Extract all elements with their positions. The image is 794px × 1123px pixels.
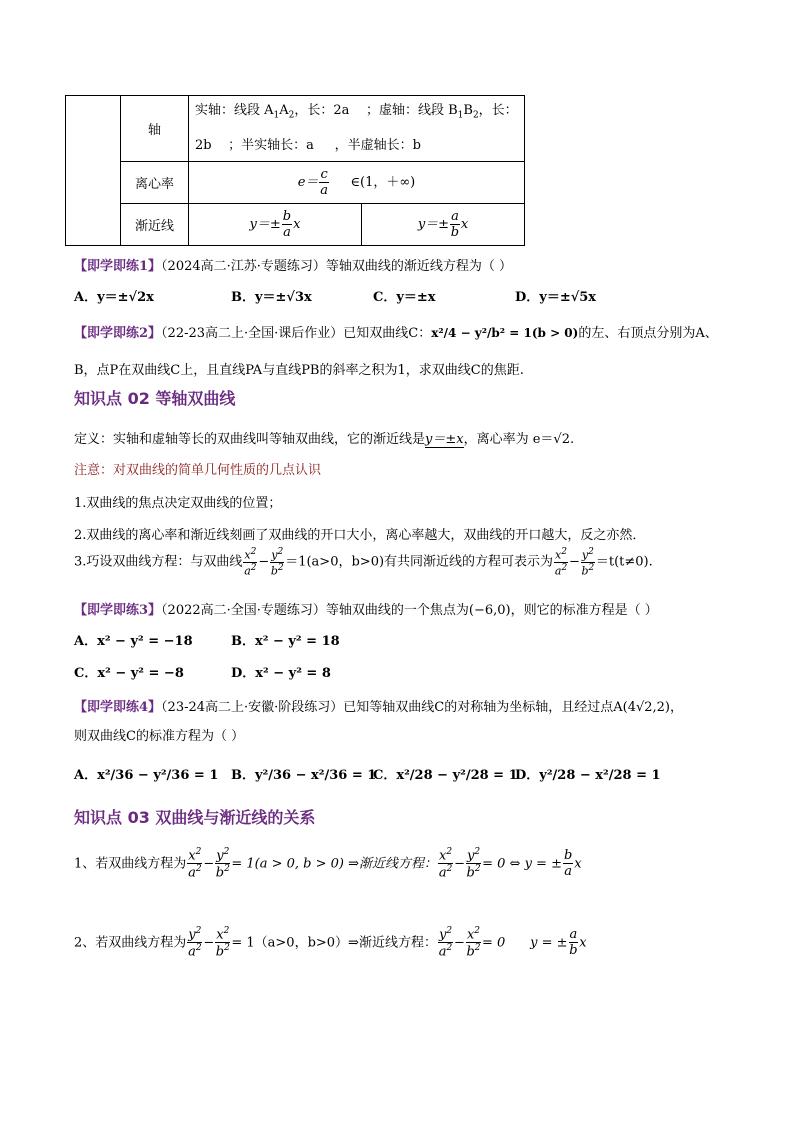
exercise-1-option-b: B．y＝±√3x	[231, 290, 312, 305]
exercise-2-line2: B，点P在双曲线C上，且直线PA与直线PB的斜率之积为1，求双曲线C的焦距.	[74, 363, 524, 378]
kp03-relation-2: 2、若双曲线方程为 $\frac{y^2}{a^2}$ − $\frac{x^2}{b^2}$ = 1（a>0，b>0）⇒渐近线方程： $\frac{y^2}{a^2}$ − $\frac{x^2}{b^2}$ = 0 y = ± $\frac{a}{b}$ x	[74, 926, 587, 960]
exercise-3-tag: 【即学即练3】	[74, 603, 162, 618]
exercise-2-tag: 【即学即练2】	[74, 326, 162, 341]
asymptote-formula-2: y＝± $\frac{a}{b}$ x	[362, 203, 525, 245]
exercise-1-option-a: A．y＝±√2x	[74, 290, 154, 305]
kp02-note: 注意：对双曲线的简单几何性质的几点认识	[74, 463, 322, 478]
eccentricity-label: 离心率	[121, 161, 189, 203]
properties-table	[65, 95, 525, 246]
exercise-4-option-b: B．y²/36 − x²/36 = 1	[231, 768, 377, 783]
exercise-2-tail: 的左、右顶点分别为A、	[578, 326, 718, 341]
asymptote-formula-1: y＝± $\frac{b}{a}$ x	[189, 203, 362, 245]
kp02-definition: 定义：实轴和虚轴等长的双曲线叫等轴双曲线，它的渐近线是y＝±x，离心率为 e＝√2.	[74, 432, 575, 447]
exercise-1-option-c: C．y＝±x	[373, 290, 436, 305]
exercise-4-line2: 则双曲线C的标准方程为（ ）	[74, 729, 245, 744]
exercise-4-tag: 【即学即练4】	[74, 700, 162, 715]
exercise-1-question	[74, 255, 512, 274]
exercise-3-question	[74, 599, 658, 618]
exercise-2-equation: x²/4 − y²/b² = 1(b > 0)	[431, 326, 579, 340]
table-blank-cell	[66, 96, 121, 246]
kp02-point-2: 2.双曲线的离心率和渐近线刻画了双曲线的开口大小，离心率越大，双曲线的开口越大，反之亦然．	[74, 528, 646, 543]
axis-description: 实轴：线段 $A_1A_2$，长：2a ；虚轴：线段 $B_1B_2$，长： 2b ；半实轴长：a ，半虚轴长：b	[189, 96, 525, 162]
kp03-relation-1: 1、若双曲线方程为 $\frac{x^2}{a^2}$ − $\frac{y^2}{b^2}$ = 1(a > 0, b > 0) ⇒渐近线方程： $\frac{x^2}{a^2}$ − $\frac{y^2}{b^2}$ = 0 ⇔ y = ± $\frac{b}{a}$ x	[74, 847, 582, 881]
exercise-4-option-a: A．x²/36 − y²/36 = 1	[74, 768, 219, 783]
exercise-3-option-d: D．x² − y² = 8	[231, 666, 331, 681]
exercise-3-option-a: A．x² − y² = −18	[74, 634, 193, 649]
kp02-point-1: 1.双曲线的焦点决定双曲线的位置；	[74, 496, 282, 511]
exercise-3-option-b: B．x² − y² = 18	[231, 634, 340, 649]
exercise-4-text: （23-24高二上·安徽·阶段练习）已知等轴双曲线C的对称轴为坐标轴，且经过点A(4√2,2)，	[161, 700, 683, 715]
eccentricity-formula: e＝ $\frac{c}{a}$ ∈(1，＋∞)	[189, 161, 525, 203]
exercise-3-text: （2022高二·全国·专题练习）等轴双曲线的一个焦点为(−6,0)，则它的标准方程是（ ）	[161, 603, 658, 618]
exercise-2-question	[74, 322, 718, 341]
axis-label: 轴	[121, 96, 189, 162]
exercise-2-text: （22-23高二上·全国·课后作业）已知双曲线C：	[161, 326, 432, 341]
exercise-4-option-c: C．x²/28 − y²/28 = 1	[373, 768, 518, 783]
exercise-4-question	[74, 696, 683, 715]
exercise-1-text: （2024高二·江苏·专题练习）等轴双曲线的渐近线方程为（ ）	[161, 259, 513, 274]
kp02-title: 知识点 02 等轴双曲线	[74, 389, 236, 408]
kp03-title: 知识点 03 双曲线与渐近线的关系	[74, 808, 316, 827]
exercise-4-option-d: D．y²/28 − x²/28 = 1	[515, 768, 661, 783]
asymptote-label: 渐近线	[121, 203, 189, 245]
exercise-1-tag: 【即学即练1】	[74, 259, 162, 274]
exercise-1-option-d: D．y＝±√5x	[515, 290, 597, 305]
exercise-3-option-c: C．x² − y² = −8	[74, 666, 184, 681]
kp02-point-3: 3.巧设双曲线方程：与双曲线 $\frac{x^2}{a^2}$ − $\frac{y^2}{b^2}$ ＝1(a>0，b>0)有共同渐近线的方程可表示为 $\frac{x^2}{a^2}$ − $\frac{y^2}{b^2}$ ＝t(t≠0).	[74, 547, 653, 578]
